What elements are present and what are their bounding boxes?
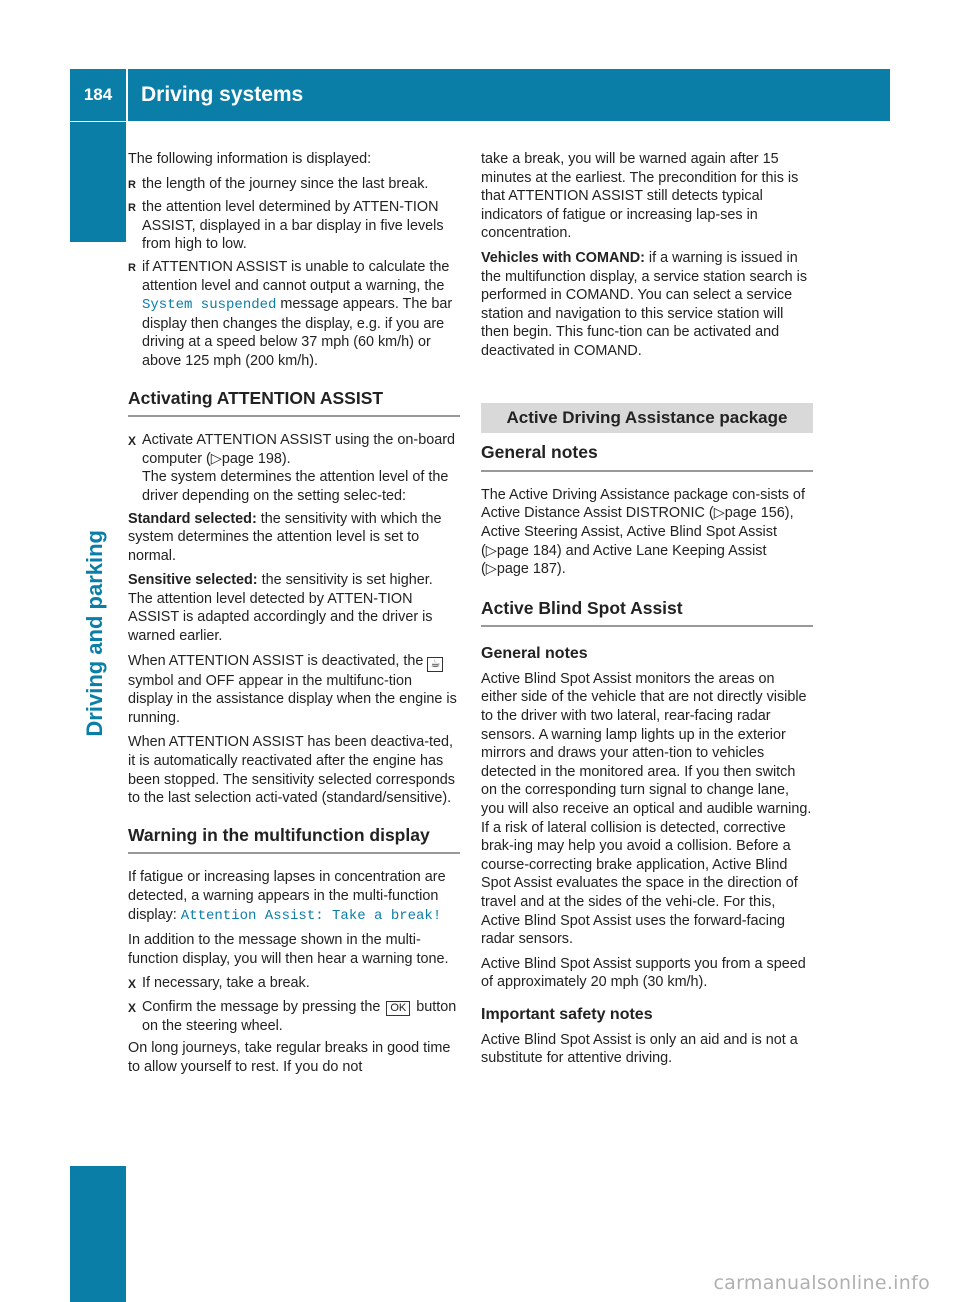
side-tab (70, 122, 126, 242)
page-ref-arrow-icon: ▷ (713, 505, 725, 522)
heading-blind-spot: Active Blind Spot Assist (481, 599, 813, 628)
page-ref-arrow-icon: ▷ (485, 561, 497, 578)
page-number: 184 (83, 85, 113, 104)
step-arrow-icon: X (128, 1000, 137, 1015)
paragraph: In addition to the message shown in the multi-function display, you will then hear a warning tone. (128, 932, 449, 967)
list-item: R the attention level determined by ATTEN-TION ASSIST, displayed in a bar display in five levels from high to low. (128, 199, 444, 253)
left-column (128, 150, 460, 1082)
heading-warning: Warning in the multifunction display (128, 826, 460, 855)
paragraph: If fatigue or increasing lapses in concentration are detected, a warning appears in the multi-function display: Attention Assist: Take a break! (128, 869, 446, 924)
page-ref-link[interactable]: page 156), Active Steering Assist, Active Blind Spot Assist ( (481, 505, 794, 559)
ok-key-icon: OK (386, 1001, 410, 1016)
paragraph: When ATTENTION ASSIST is deactivated, the ☕ symbol and OFF appear in the multifunc-tion display in the assistance display when the engine is running. (128, 652, 457, 726)
list-item: R the length of the journey since the last break. (128, 175, 460, 195)
paragraph: On long journeys, take regular breaks in good time to allow yourself to rest. If you do not (128, 1040, 451, 1075)
paragraph: Active Blind Spot Assist monitors the areas on either side of the vehicle that are not directly visible to the driver with two lateral, rear-facing radar sensors. A warning lamp lights up in the exterior mirrors and draws your atten-tion to vehicles detected in the monitored area. If you then switch on the corresponding turn signal to change lane, you will also receive an optical and audible warning. If a risk of lateral collision is detected, corrective brak-ing may help you avoid a collision. Before a course-correcting brake application, Active Blind Spot Assist evaluates the space in the direction of travel and at the sides of the vehi-cle. For this, Active Blind Spot Assist uses the forward-facing radar sensors. (481, 670, 812, 948)
page-title: Driving systems (141, 83, 304, 106)
paragraph: The Active Driving Assistance package con-sists of Active Distance Assist DISTRONIC (▷page 156), Active Steering Assist, Active Blind Spot Assist (▷page 184) and Active Lane Keeping Assist (▷page 187). (481, 486, 805, 578)
watermark: carmanualsonline.info (713, 1272, 930, 1294)
step-item: X Activate ATTENTION ASSIST using the on-board computer (▷page 198). The system determines the attention level of the driver depending on the setting selec-ted: (128, 432, 456, 504)
right-column (481, 150, 813, 1074)
paragraph: Active Blind Spot Assist supports you from a speed of approximately 20 mph (30 km/h). (481, 955, 806, 991)
step-item: X Confirm the message by pressing the OK button on the steering wheel. (128, 998, 457, 1034)
side-bottom-block (70, 1166, 126, 1302)
step-arrow-icon: X (128, 977, 137, 992)
coffee-cup-icon: ☕ (427, 657, 443, 672)
paragraph: Active Blind Spot Assist is only an aid and is not a substitute for attentive driving. (481, 1031, 798, 1067)
page-ref-arrow-icon: ▷ (210, 450, 222, 467)
page-ref-link[interactable]: page 184) and Active Lane Keeping Assist ( (481, 542, 767, 578)
package-heading: Active Driving Assistance package (481, 403, 813, 434)
header-divider (126, 69, 128, 121)
display-message-code: Attention Assist: Take a break! (180, 907, 442, 924)
paragraph: Vehicles with COMAND: if a warning is issued in the multifunction display, a service station search is performed in COMAND. You can select a service station and navigation to this service station will then begin. This func-tion can be activated and deactivated in COMAND. (481, 249, 808, 359)
paragraph: Sensitive selected: the sensitivity is set higher. The attention level detected by ATTEN-TION ASSIST is adapted accordingly and the driver is warned earlier. (128, 572, 433, 645)
heading-activating: Activating ATTENTION ASSIST (128, 389, 460, 418)
step-item: X If necessary, take a break. (128, 974, 460, 994)
step-arrow-icon: X (128, 434, 137, 449)
paragraph: take a break, you will be warned again after 15 minutes at the earliest. The precondition for this is that ATTENTION ASSIST still detects typical indicators of fatigue or increasing lap-ses in concentration. (481, 151, 799, 242)
heading-general-notes: General notes (481, 443, 813, 472)
display-message-code: System suspended (142, 297, 277, 314)
bullet-marker: R (128, 261, 136, 274)
bullet-marker: R (128, 178, 136, 191)
subheading-safety-notes: Important safety notes (481, 1005, 653, 1023)
bullet-marker: R (128, 202, 136, 215)
paragraph: Standard selected: the sensitivity with which the system determines the attention level is set to normal. (128, 510, 442, 564)
intro-text: The following information is displayed: (128, 151, 372, 167)
subheading-general-notes: General notes (481, 645, 588, 663)
paragraph: When ATTENTION ASSIST has been deactiva-ted, it is automatically reactivated after the engine has been stopped. The sensitivity selected corresponds to the last selection acti-vated (standard/sensitive). (128, 734, 455, 807)
list-item: R if ATTENTION ASSIST is unable to calculate the attention level and cannot output a warning, the System suspended message appears. The bar display then changes the display, e.g. if you are driving at a speed below 37 mph (60 km/h) or above 125 mph (200 km/h). (128, 258, 453, 369)
page-ref-link[interactable]: page 187). (496, 561, 566, 578)
section-side-label: Driving and parking (82, 530, 107, 737)
page-ref-arrow-icon: ▷ (485, 542, 497, 559)
page-ref-link[interactable]: page 198). (221, 450, 291, 467)
